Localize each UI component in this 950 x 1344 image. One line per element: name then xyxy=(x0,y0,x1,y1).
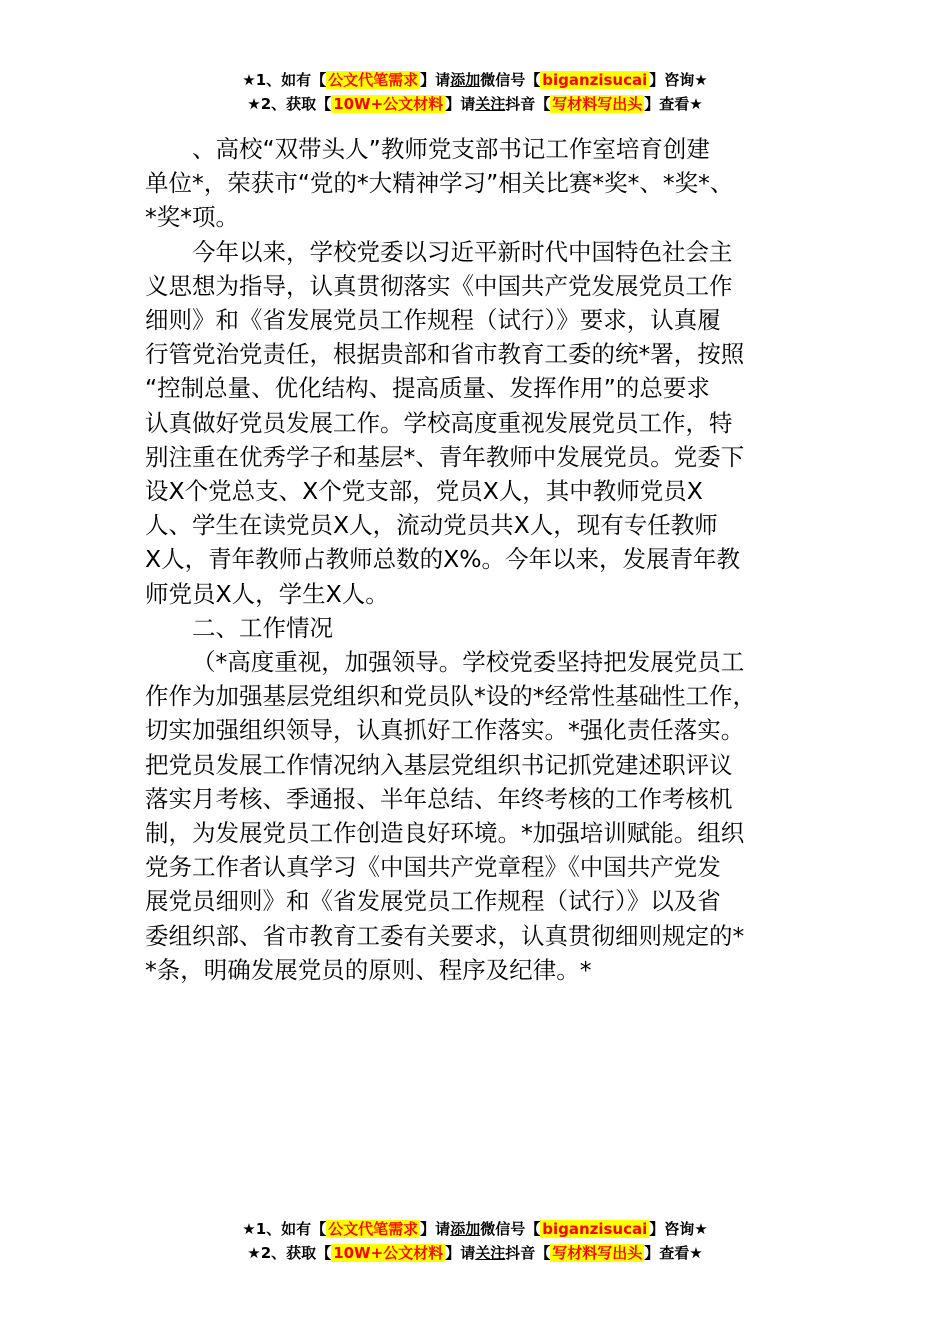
wechat-id-highlight: biganzisucai xyxy=(542,71,648,89)
wechat-id-highlight: biganzisucai xyxy=(542,1220,648,1238)
body-line: *奖*项。 xyxy=(145,203,239,232)
douyin-highlight: 写材料写出头 xyxy=(552,1244,643,1262)
body-line: 细则》和《省发展党员工作规程（试行）》要求，认真履 xyxy=(145,306,721,335)
body-line: 师党员X人，学生X人。 xyxy=(145,579,389,608)
body-line: 制，为发展党员工作创造良好环境。*加强培训赋能。组织 xyxy=(145,819,745,848)
body-line: 人、学生在读党员X人，流动党员共X人，现有专任教师 xyxy=(145,511,718,540)
header-line-2: ★2、获取【 10W+公文材料 】请关注抖音【 写材料写出头 】查看★ xyxy=(247,95,703,113)
header-line-1: ★1、如有【 公文代笔需求 】请添加微信号【 biganzisucai 】咨询★ xyxy=(242,71,708,89)
materials-highlight: 10W+公文材料 xyxy=(333,95,444,113)
body-line: 党务工作者认真学习《中国共产党章程》《中国共产党发 xyxy=(145,853,721,882)
douyin-highlight: 写材料写出头 xyxy=(552,95,643,113)
body-line: 把党员发展工作情况纳入基层党组织书记抓党建述职评议 xyxy=(145,750,733,779)
body-line: 展党员细则》和《省发展党员工作规程（试行）》以及省 xyxy=(145,887,721,916)
document-body xyxy=(145,132,835,987)
body-line: 单位*，荣获市“党的*大精神学习”相关比赛*奖*、*奖*、 xyxy=(145,169,734,198)
body-line: 今年以来，学校党委以习近平新时代中国特色社会主 xyxy=(192,237,733,266)
section-heading: 二、工作情况 xyxy=(192,613,333,642)
ghostwriting-highlight: 公文代笔需求 xyxy=(328,71,419,89)
body-line: 作作为加强基层党组织和党员队*设的*经常性基础性工作， xyxy=(145,682,756,711)
body-line: 切实加强组织领导，认真抓好工作落实。*强化责任落实。 xyxy=(145,716,745,745)
body-line: 认真做好党员发展工作。学校高度重视发展党员工作，特 xyxy=(145,408,733,437)
body-line: （*高度重视，加强领导。学校党委坚持把发展党员工 xyxy=(192,648,745,677)
body-line: “控制总量、优化结构、提高质量、发挥作用”的总要求 xyxy=(145,374,710,403)
header-banner xyxy=(0,68,950,116)
body-line: 设X个党总支、X个党支部，党员X人，其中教师党员X xyxy=(145,477,703,506)
body-line: *条，明确发展党员的原则、程序及纪律。* xyxy=(145,955,592,984)
body-line: 委组织部、省市教育工委有关要求，认真贯彻细则规定的* xyxy=(145,921,745,950)
body-line: 、高校“双带头人”教师党支部书记工作室培育创建 xyxy=(192,135,710,163)
ghostwriting-highlight: 公文代笔需求 xyxy=(328,1220,419,1238)
body-line: 落实月考核、季通报、半年总结、年终考核的工作考核机 xyxy=(145,784,733,813)
body-line: 义思想为指导，认真贯彻落实《中国共产党发展党员工作 xyxy=(145,271,733,300)
body-line: X人，青年教师占教师总数的X%。今年以来，发展青年教 xyxy=(145,545,741,574)
body-line: 行管党治党责任，根据贵部和省市教育工委的统*署，按照 xyxy=(145,340,745,369)
materials-highlight: 10W+公文材料 xyxy=(333,1244,444,1262)
footer-line-2: ★2、获取【 10W+公文材料 】请关注抖音【 写材料写出头 】查看★ xyxy=(247,1244,703,1262)
body-line: 别注重在优秀学子和基层*、青年教师中发展党员。党委下 xyxy=(145,442,745,471)
footer-line-1: ★1、如有【 公文代笔需求 】请添加微信号【 biganzisucai 】咨询★ xyxy=(242,1220,708,1238)
footer-banner xyxy=(0,1217,950,1265)
